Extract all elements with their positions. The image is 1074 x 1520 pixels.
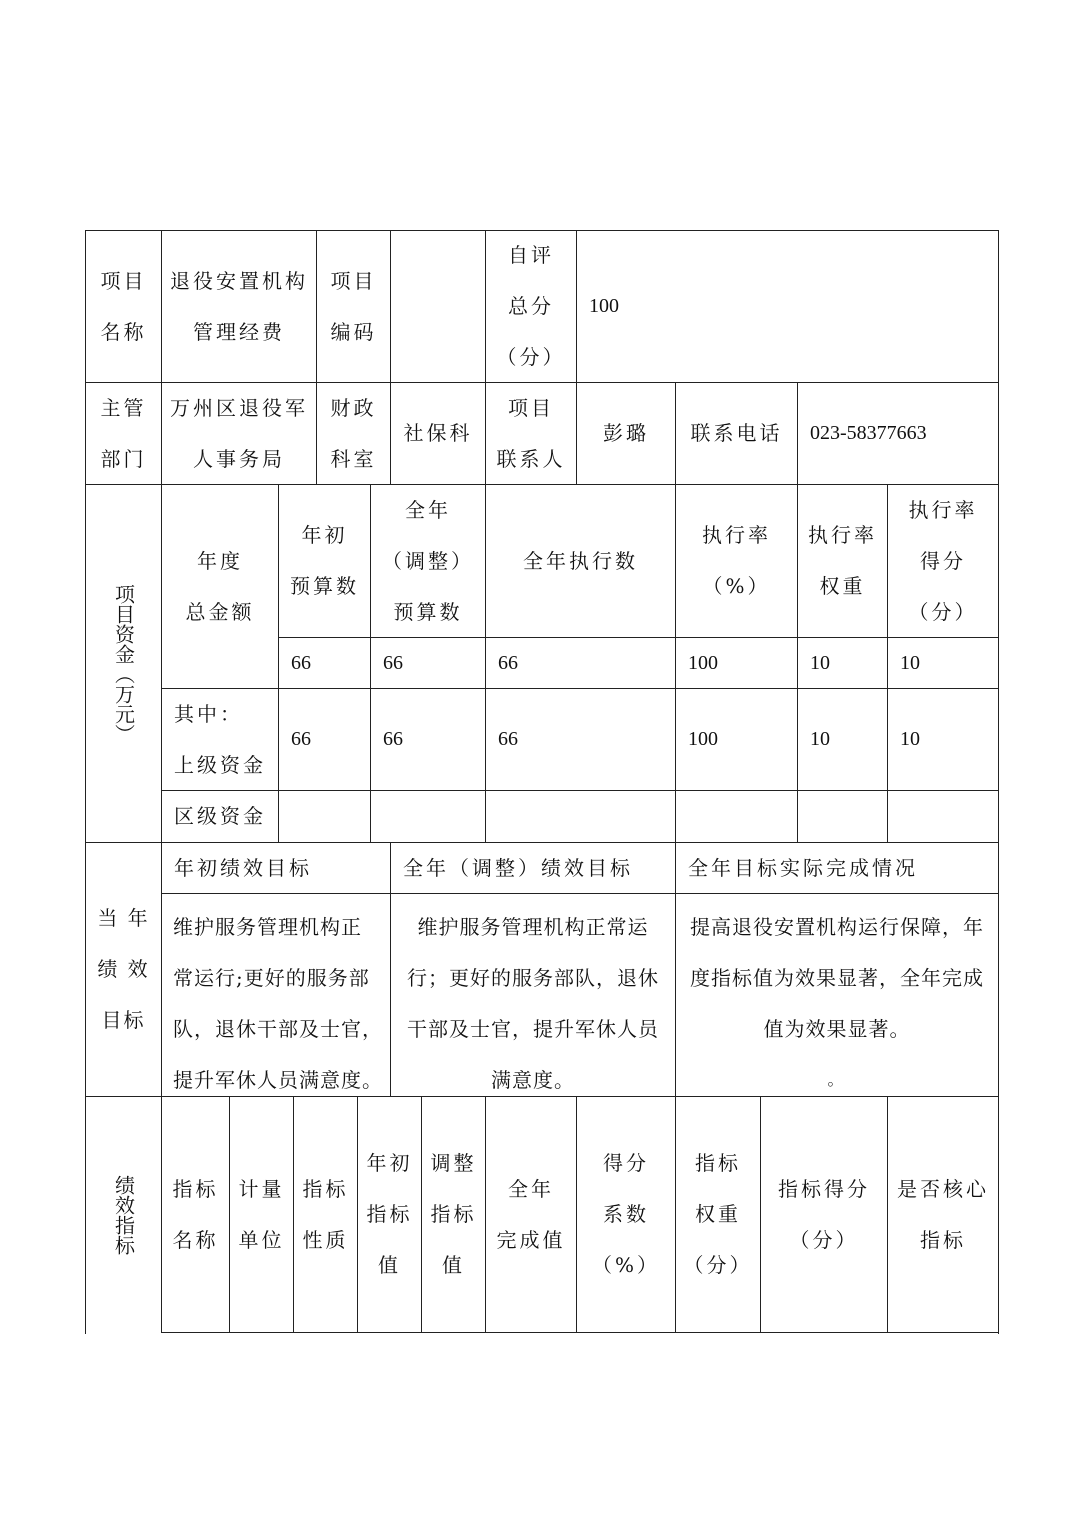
contact-label: 项目 联系人 bbox=[496, 395, 566, 471]
initial-goal-text: 维护服务管理机构正 常运行;更好的服务部 队，退休干部及士官， 提升军休人员满意度。 bbox=[173, 915, 383, 1092]
adjusted-value-header: 调整 指标 值 bbox=[430, 1151, 477, 1277]
total-exec-score: 10 bbox=[900, 651, 920, 674]
executed-header: 全年执行数 bbox=[523, 548, 638, 573]
total-adjusted-budget: 66 bbox=[383, 651, 403, 674]
upper-executed: 66 bbox=[498, 728, 518, 750]
dept-label: 主管 部门 bbox=[100, 395, 147, 471]
total-exec-weight: 10 bbox=[810, 651, 830, 674]
nature-header: 指标 性质 bbox=[302, 1176, 349, 1252]
adjusted-goal-text: 维护服务管理机构正常运 行；更好的服务部队，退休 干部及士官，提升军休人员 满意度。 bbox=[407, 915, 659, 1092]
goals-section-label: 当 年 绩 效 目标 bbox=[97, 906, 150, 1032]
dept-value: 万州区退役军 人事务局 bbox=[170, 395, 308, 471]
exec-score-header: 执行率 得分 （分） bbox=[908, 497, 978, 624]
finance-office-label: 财政 科室 bbox=[330, 395, 377, 471]
initial-goal-header: 年初绩效目标 bbox=[174, 855, 312, 880]
phone-label: 联系电话 bbox=[690, 421, 783, 445]
upper-exec-score: 10 bbox=[900, 728, 920, 750]
upper-exec-weight: 10 bbox=[810, 728, 830, 750]
row-divider bbox=[161, 1332, 999, 1333]
annual-total-header: 年度 总金额 bbox=[185, 548, 255, 624]
indicator-weight-header: 指标 权重 （分） bbox=[683, 1151, 753, 1277]
score-coef-header: 得分 系数 （%） bbox=[591, 1151, 660, 1277]
indicators-section-label: 绩效指标 bbox=[111, 1174, 136, 1255]
adjusted-goal-header: 全年（调整）绩效目标 bbox=[403, 855, 633, 880]
table-border-right bbox=[998, 230, 999, 1334]
total-exec-rate: 100 bbox=[688, 651, 718, 674]
total-initial-budget: 66 bbox=[291, 651, 311, 674]
project-name-label: 项目 名称 bbox=[100, 268, 147, 344]
actual-completion-header: 全年目标实际完成情况 bbox=[688, 855, 918, 880]
upper-funds-label: 其中： 上级资金 bbox=[174, 701, 266, 777]
unit-header: 计量 单位 bbox=[238, 1176, 285, 1252]
total-executed: 66 bbox=[498, 651, 518, 674]
project-name-value: 退役安置机构 管理经费 bbox=[170, 268, 308, 344]
phone-value: 023-58377663 bbox=[810, 422, 927, 444]
upper-adjusted-budget: 66 bbox=[383, 728, 403, 750]
actual-completion-text: 提高退役安置机构运行保障，年 度指标值为效果显著，全年完成 值为效果显著。 bbox=[690, 915, 984, 1041]
project-code-label: 项目 编码 bbox=[330, 268, 377, 344]
upper-exec-rate: 100 bbox=[688, 728, 718, 750]
indicator-name-header: 指标 名称 bbox=[172, 1176, 219, 1252]
district-funds-label: 区级资金 bbox=[174, 804, 266, 828]
self-score-label: 自评 总分 （分） bbox=[496, 243, 566, 369]
initial-budget-header: 年初 预算数 bbox=[290, 523, 359, 598]
adjusted-budget-header: 全年 （调整） 预算数 bbox=[382, 497, 474, 624]
finance-office-value: 社保科 bbox=[403, 421, 473, 445]
core-indicator-header: 是否核心 指标 bbox=[897, 1176, 989, 1252]
completed-value-header: 全年 完成值 bbox=[496, 1176, 566, 1252]
upper-initial-budget: 66 bbox=[291, 728, 311, 750]
initial-value-header: 年初 指标 值 bbox=[366, 1151, 413, 1277]
exec-weight-header: 执行率 权重 bbox=[808, 523, 877, 598]
exec-rate-header: 执行率 （%） bbox=[702, 523, 771, 598]
indicator-score-header: 指标得分 （分） bbox=[778, 1176, 870, 1252]
contact-value: 彭璐 bbox=[603, 421, 649, 445]
actual-completion-tail: 。 bbox=[827, 1069, 847, 1089]
funds-section-label: 项目资金（万元） bbox=[111, 583, 136, 744]
self-score-value: 100 bbox=[589, 295, 619, 317]
